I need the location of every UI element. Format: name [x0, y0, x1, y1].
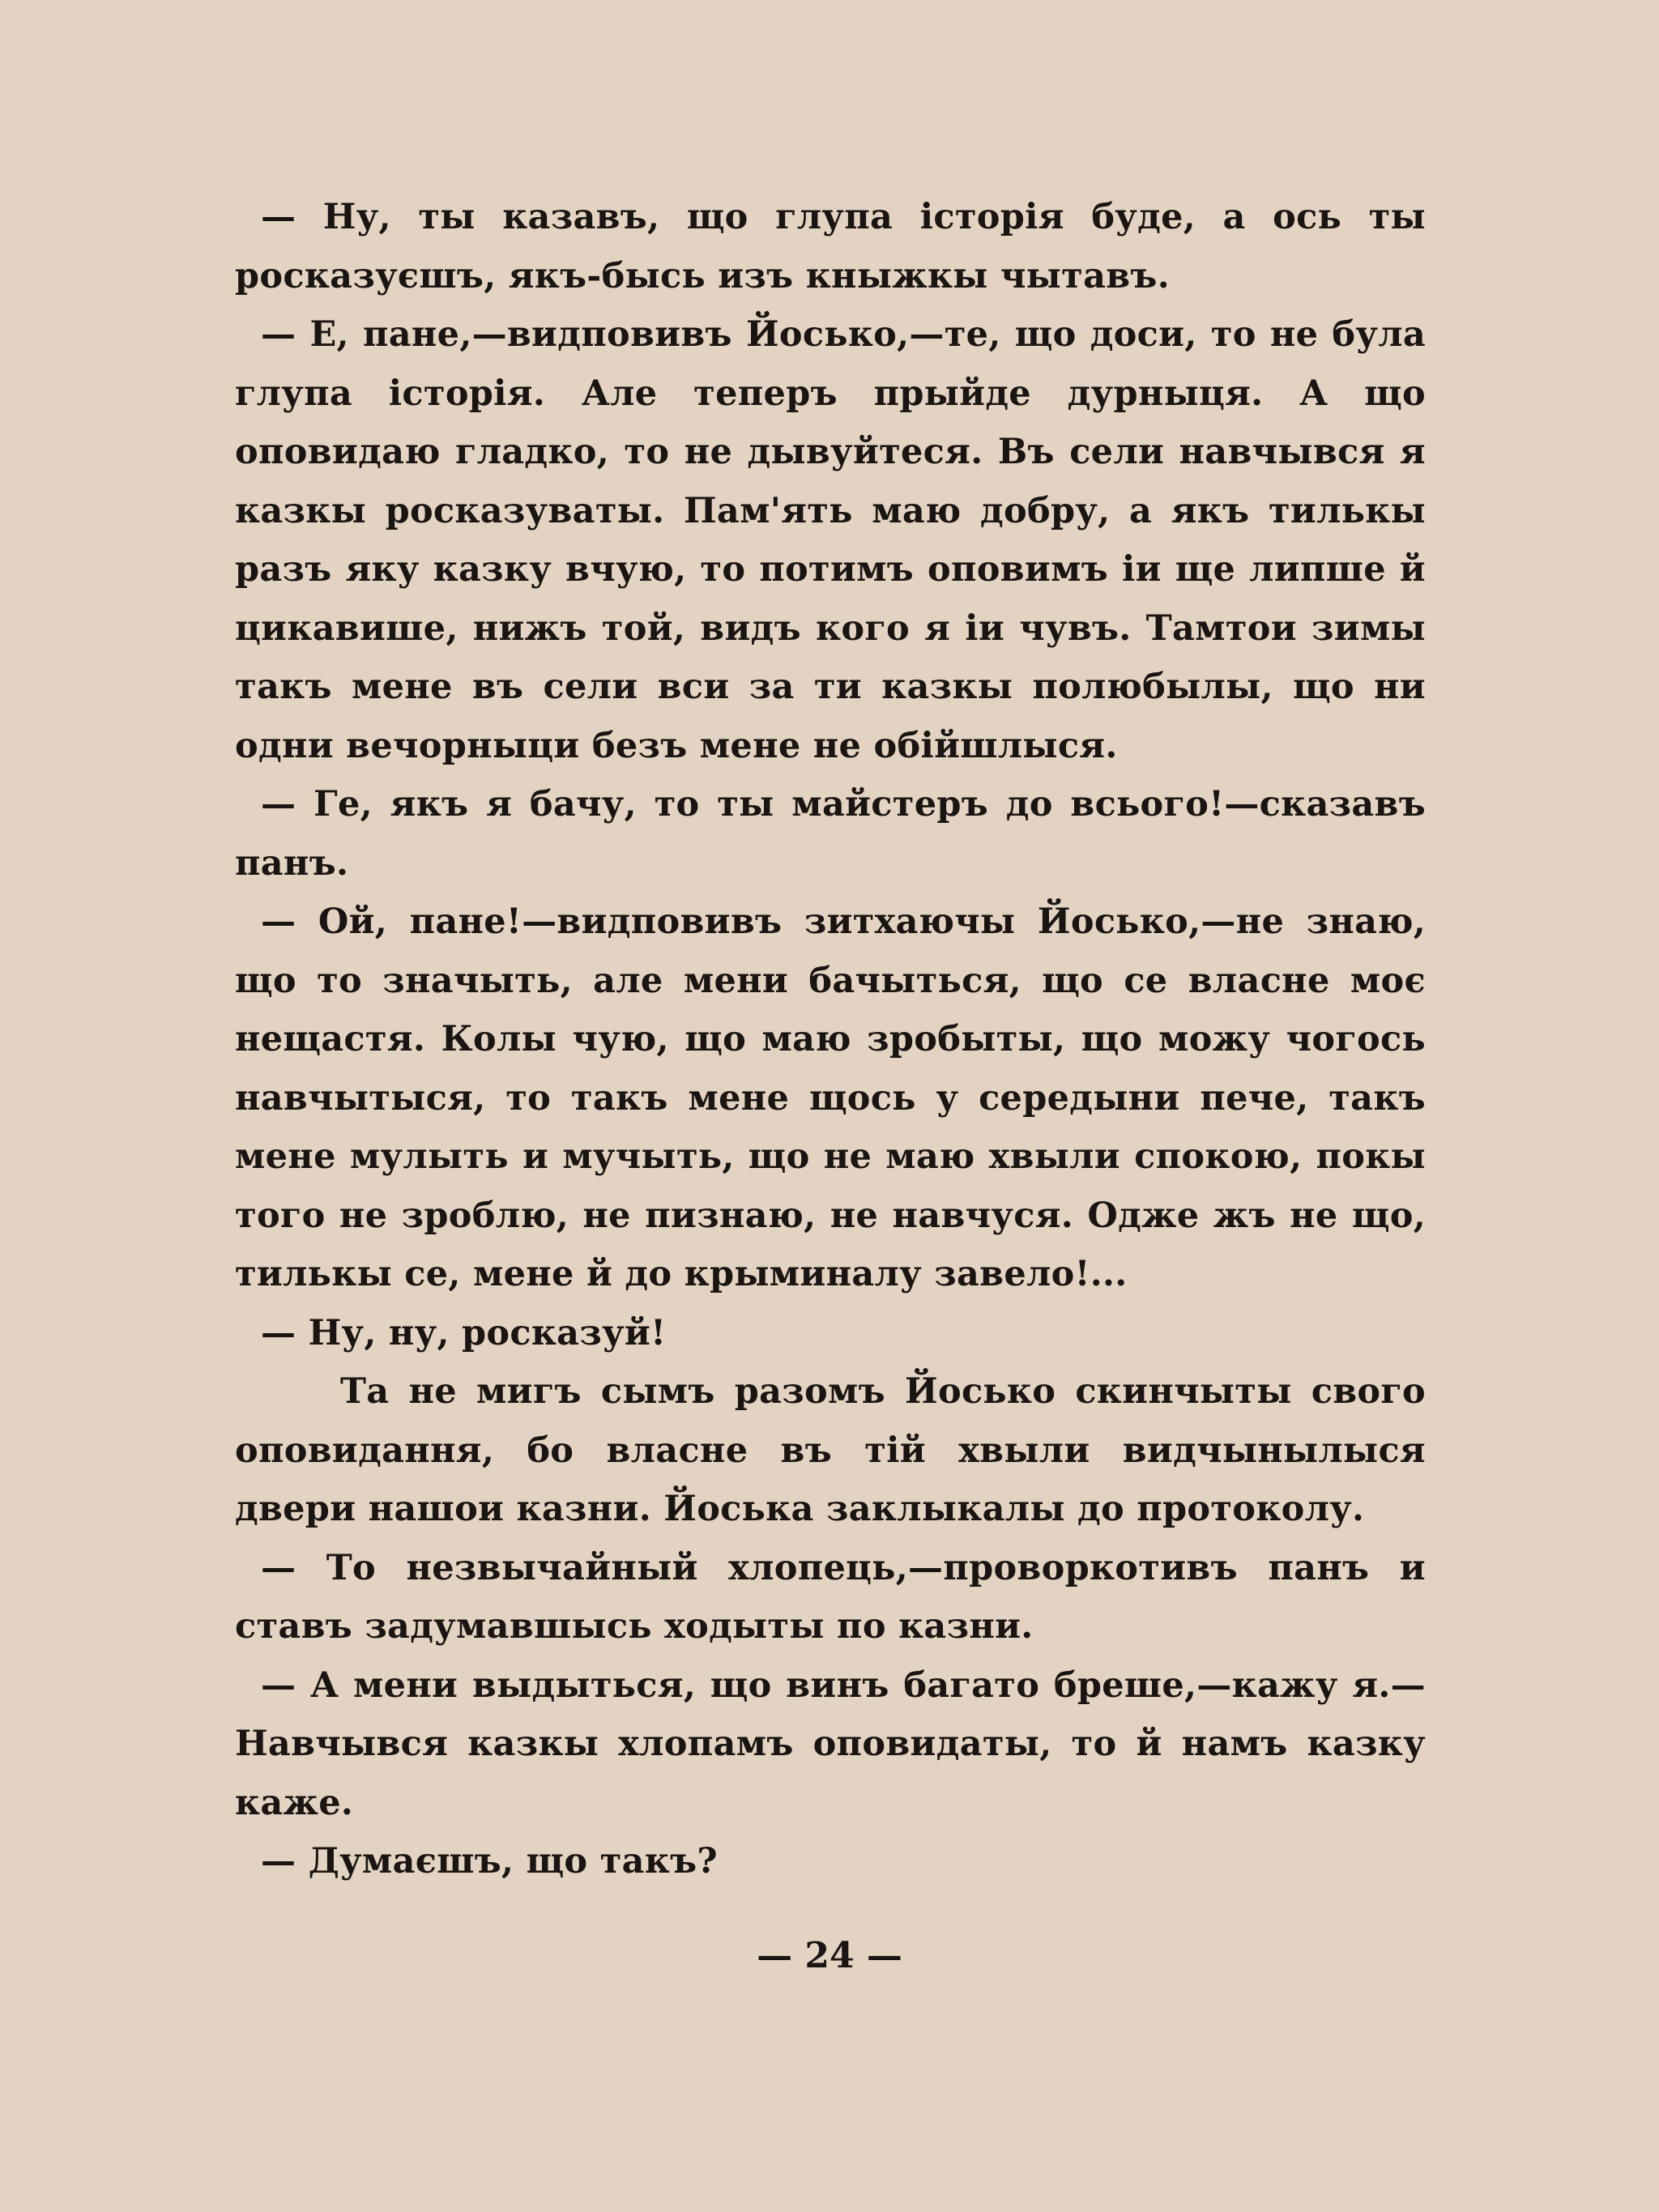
paragraph: — А мени выдыться, що винъ багато бреше,—кажу я.—Навчывся казкы хлопамъ оповидаты, то й намъ казку каже.: [235, 1664, 1426, 1823]
paragraph: — Ну, ты казавъ, що глупа історія буде, а ось ты росказуєшъ, якъ-бысь изъ кныжкы чытавъ.: [235, 197, 1426, 296]
page-text: [235, 188, 1426, 1891]
paragraph: — Ге, якъ я бачу, то ты майстеръ до всього!—сказавъ панъ.: [235, 784, 1426, 884]
paragraph: — Е, пане,—видповивъ Йосько,—те, що доси, то не була глупа історія. Але теперъ прыйде дурныця. А що оповидаю гладко, то не дывуйтеся. Въ сели навчывся я казкы росказуваты. Пам'ять маю добру, а якъ тилькы разъ яку казку вчую, то потимъ оповимъ іи ще липше й цикавише, нижъ той, видъ кого я іи чувъ. Тамтои зимы такъ мене въ сели вси за ти казкы полюбылы, що ни одни вечорныци безъ мене не обійшлыся.: [235, 314, 1426, 766]
paragraph: — Ой, пане!—видповивъ зитхаючы Йосько,—не знаю, що то значыть, але мени бачыться, що се власне моє нещастя. Колы чую, що маю зробыты, що можу чогось навчытыся, то такъ мене щось у середыни пече, такъ мене мулыть и мучыть, що не маю хвыли спокою, покы того не зроблю, не пизнаю, не навчуся. Одже жъ не що, тилькы се, мене й до крыминалу завело!...: [235, 901, 1426, 1294]
paragraph: — Думаєшъ, що такъ?: [261, 1841, 718, 1882]
paragraph: — Ну, ну, росказуй!: [261, 1312, 667, 1353]
paragraph: Та не мигъ сымъ разомъ Йосько скинчыты свого оповидання, бо власне въ тій хвыли видчынылыся двери нашои казни. Йоська заклыкалы до протоколу.: [235, 1371, 1426, 1529]
page-number: — 24 —: [757, 1935, 902, 1976]
paragraph: — То незвычайный хлопець,—проворкотивъ панъ и ставъ задумавшысь ходыты по казни.: [235, 1547, 1426, 1647]
